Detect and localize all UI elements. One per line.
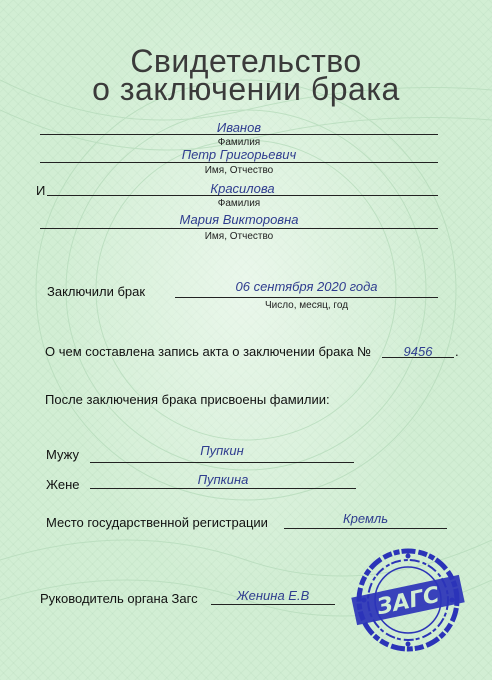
spouse2-name-line	[40, 228, 438, 229]
spouse2-name: Мария Викторовна	[179, 212, 299, 227]
marriage-date-caption: Число, месяц, год	[264, 300, 349, 311]
svg-text:ЗАГС: ЗАГС	[374, 582, 442, 621]
spouse2-surname: Красилова	[210, 181, 275, 196]
head-signature-line	[211, 604, 335, 605]
head-label: Руководитель органа Загс	[40, 591, 198, 606]
marriage-date: 06 сентября 2020 года	[235, 279, 378, 294]
husband-surname: Пупкин	[200, 443, 244, 458]
wife-surname: Пупкина	[197, 472, 249, 487]
spouse2-surname-line	[47, 195, 438, 196]
certificate-title-line2: о заключении брака	[92, 71, 400, 107]
marriage-label: Заключили брак	[47, 284, 146, 299]
head-signature: Женина Е.В	[236, 588, 310, 603]
registration-label: Место государственной регистрации	[46, 515, 268, 530]
certificate-title-line1: Свидетельство	[130, 43, 362, 79]
wife-label: Жене	[46, 477, 80, 492]
and-label: И	[36, 183, 46, 198]
surnames-heading: После заключения брака присвоены фамилии:	[45, 392, 330, 407]
spouse1-surname-caption: Фамилия	[217, 137, 261, 148]
record-number-line	[382, 357, 454, 358]
husband-label: Мужу	[46, 447, 79, 462]
registry-office-stamp-icon	[345, 548, 471, 653]
record-dot: .	[455, 344, 459, 359]
record-label: О чем составлена запись акта о заключении брака №	[45, 344, 372, 359]
husband-surname-line	[90, 462, 354, 463]
spouse1-name-line	[40, 162, 438, 163]
spouse1-name-caption: Имя, Отчество	[204, 165, 274, 176]
marriage-date-line	[175, 297, 438, 298]
registration-place: Кремль	[342, 511, 389, 526]
spouse2-name-caption: Имя, Отчество	[204, 231, 274, 242]
spouse1-surname-line	[40, 134, 438, 135]
spouse2-surname-caption: Фамилия	[217, 198, 261, 209]
spouse1-surname: Иванов	[216, 120, 262, 135]
spouse1-name: Петр Григорьевич	[181, 147, 297, 162]
record-number: 9456	[403, 344, 433, 359]
wife-surname-line	[90, 488, 356, 489]
registration-place-line	[284, 528, 447, 529]
